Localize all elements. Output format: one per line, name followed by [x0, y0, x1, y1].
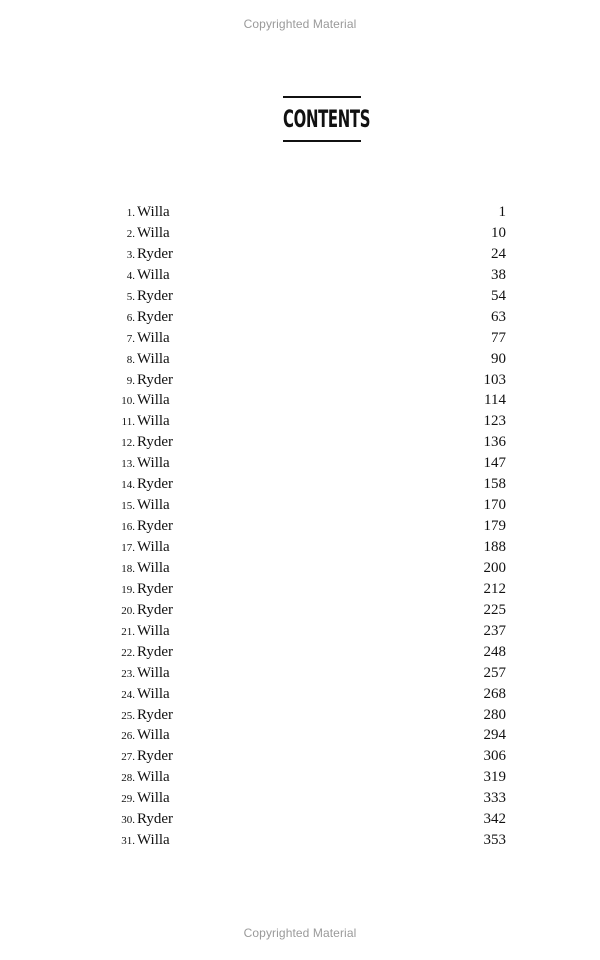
chapter-title: Ryder [137, 245, 174, 262]
page-number: 147 [483, 455, 506, 472]
page-number: 77 [491, 329, 506, 346]
toc-entry[interactable] [112, 600, 506, 621]
toc-entry[interactable] [112, 474, 506, 495]
chapter-title: Ryder [137, 371, 174, 388]
watermark-bottom: Copyrighted Material [243, 926, 357, 940]
chapter-number: 1. [126, 207, 135, 219]
chapter-number: 8. [126, 353, 135, 366]
chapter-number: 7. [126, 332, 135, 345]
chapter-number: 31. [121, 835, 135, 848]
page-number: 212 [483, 580, 506, 597]
chapter-number: 26. [121, 730, 135, 743]
chapter-title: Ryder [137, 643, 174, 660]
toc-entry[interactable] [112, 684, 506, 705]
chapter-title: Willa [137, 832, 170, 849]
chapter-number: 20. [121, 604, 135, 617]
watermark-top: Copyrighted Material [243, 17, 357, 31]
toc-entry[interactable] [112, 453, 506, 474]
page-number: 225 [483, 601, 506, 618]
page-number: 103 [483, 371, 506, 388]
heading-rule-bottom [283, 140, 361, 142]
chapter-number: 16. [121, 521, 135, 534]
toc-entry[interactable] [112, 767, 506, 788]
toc-entry[interactable] [112, 411, 506, 432]
toc-entry[interactable] [112, 725, 506, 746]
chapter-title: Ryder [137, 476, 174, 493]
toc-entry[interactable] [112, 642, 506, 663]
toc-entry[interactable] [112, 579, 506, 600]
chapter-title: Ryder [137, 580, 174, 597]
page-number: 342 [483, 811, 506, 828]
chapter-title: Willa [137, 413, 170, 430]
chapter-title: Ryder [137, 706, 174, 723]
page-number: 248 [483, 643, 506, 660]
chapter-title: Willa [137, 329, 170, 346]
chapter-number: 9. [126, 374, 135, 387]
toc-entry[interactable] [112, 370, 506, 391]
chapter-number: 23. [121, 667, 135, 680]
page-number: 188 [483, 539, 506, 555]
chapter-number: 11. [121, 416, 135, 429]
chapter-number: 28. [121, 772, 135, 785]
page-number: 1 [498, 204, 506, 220]
page-number: 237 [483, 622, 506, 639]
page-title: CONTENTS [283, 105, 371, 133]
chapter-title: Ryder [137, 287, 174, 304]
toc-entry[interactable] [112, 390, 506, 411]
chapter-number: 25. [121, 709, 135, 722]
toc-entry[interactable] [112, 809, 506, 830]
page-number: 158 [483, 476, 506, 493]
page-number: 90 [491, 350, 506, 367]
toc-entry[interactable] [112, 286, 506, 307]
toc-entry[interactable] [112, 558, 506, 579]
chapter-number: 13. [121, 458, 135, 471]
page-number: 10 [491, 224, 506, 241]
chapter-number: 29. [121, 793, 135, 806]
chapter-title: Willa [137, 727, 170, 744]
chapter-title: Ryder [137, 811, 174, 828]
toc-entry[interactable] [112, 244, 506, 265]
chapter-number: 27. [121, 751, 135, 764]
page-number: 54 [491, 287, 506, 304]
chapter-number: 10. [121, 395, 135, 408]
chapter-title: Willa [137, 204, 170, 220]
chapter-title: Willa [137, 266, 170, 283]
chapter-title: Ryder [137, 748, 174, 765]
chapter-number: 18. [121, 562, 135, 575]
chapter-title: Willa [137, 392, 170, 409]
chapter-number: 3. [126, 248, 135, 261]
chapter-title: Willa [137, 622, 170, 639]
toc-entry[interactable] [112, 202, 506, 223]
page-number: 333 [483, 790, 506, 807]
chapter-number: 15. [121, 500, 135, 513]
page-number: 319 [483, 769, 506, 786]
chapter-number: 22. [121, 646, 135, 659]
page-number: 306 [483, 748, 506, 765]
contents-heading-block [283, 96, 371, 142]
page-number: 170 [483, 497, 506, 514]
toc-entry[interactable] [112, 621, 506, 642]
toc-entry[interactable] [112, 495, 506, 516]
toc-entry[interactable] [112, 663, 506, 684]
chapter-title: Willa [137, 539, 170, 555]
chapter-title: Ryder [137, 308, 174, 325]
page-number: 179 [483, 518, 506, 535]
toc-entry[interactable] [112, 307, 506, 328]
page-number: 353 [483, 832, 506, 849]
chapter-number: 4. [126, 269, 135, 282]
chapter-number: 30. [121, 814, 135, 827]
page-number: 257 [483, 664, 506, 681]
chapter-number: 24. [121, 688, 135, 701]
chapter-number: 12. [121, 437, 135, 450]
chapter-number: 21. [121, 625, 135, 638]
chapter-number: 6. [126, 311, 135, 324]
chapter-title: Willa [137, 790, 170, 807]
chapter-title: Willa [137, 685, 170, 702]
page-number: 294 [483, 727, 506, 744]
chapter-title: Willa [137, 664, 170, 681]
toc-entry[interactable] [112, 223, 506, 244]
chapter-number: 19. [121, 583, 135, 596]
chapter-title: Willa [137, 559, 170, 576]
chapter-number: 14. [121, 479, 135, 492]
chapter-title: Willa [137, 224, 170, 241]
chapter-number: 2. [126, 227, 135, 240]
page-number: 280 [483, 706, 506, 723]
chapter-title: Ryder [137, 601, 174, 618]
toc-entry[interactable] [112, 265, 506, 286]
page-number: 136 [483, 434, 506, 451]
toc-entry[interactable] [112, 705, 506, 726]
toc-entry[interactable] [112, 349, 506, 370]
chapter-title: Willa [137, 769, 170, 786]
chapter-number: 5. [126, 290, 135, 303]
toc-entry[interactable] [112, 516, 506, 537]
toc-entry[interactable] [112, 830, 506, 851]
toc-entry[interactable] [112, 746, 506, 767]
chapter-title: Willa [137, 497, 170, 514]
chapter-title: Ryder [137, 518, 174, 535]
chapter-title: Ryder [137, 434, 174, 451]
page-number: 123 [483, 413, 506, 430]
heading-rule-top [283, 96, 361, 98]
page-number: 114 [484, 392, 506, 409]
toc-entry[interactable] [112, 328, 506, 349]
page-number: 38 [491, 266, 506, 283]
toc-entry[interactable] [112, 788, 506, 809]
toc-entry[interactable] [112, 432, 506, 453]
chapter-title: Willa [137, 455, 170, 472]
page-number: 63 [491, 308, 506, 325]
page-number: 268 [483, 685, 506, 702]
chapter-title: Willa [137, 350, 170, 367]
page-number: 200 [483, 559, 506, 576]
chapter-number: 17. [121, 542, 135, 554]
toc-list [112, 202, 506, 851]
toc-entry[interactable] [112, 537, 506, 558]
page-number: 24 [491, 245, 506, 262]
